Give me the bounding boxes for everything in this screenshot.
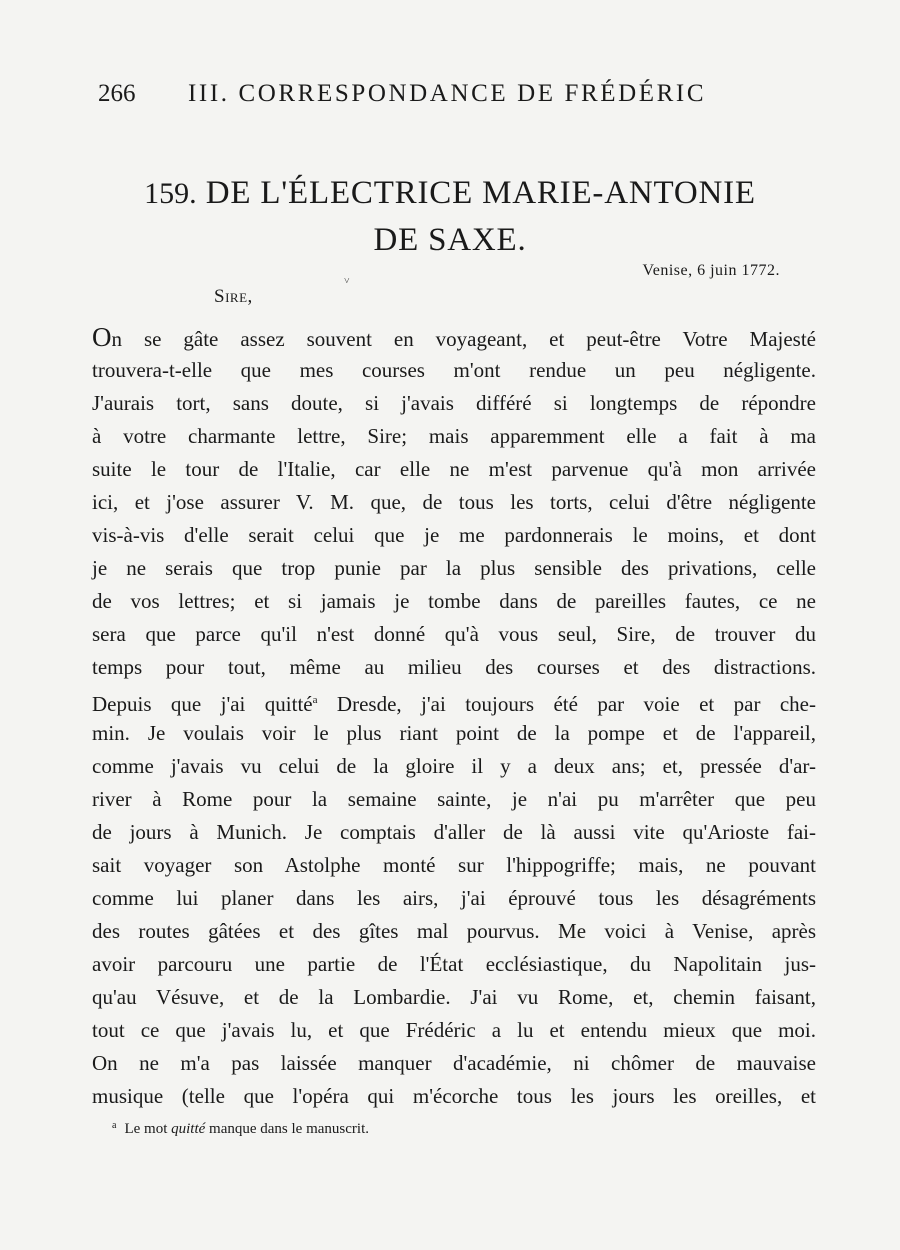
letter-title-line-1 bbox=[100, 170, 800, 217]
body-line: min. Je voulais voir le plus riant point de la pompe et de l'appareil, bbox=[92, 721, 816, 745]
body-line-part: Depuis que j'ai quitté bbox=[92, 692, 313, 716]
body-line: de vos lettres; et si jamais je tombe dans de pareilles fautes, ce ne bbox=[92, 589, 816, 613]
body-line: sera que parce qu'il n'est donné qu'à vous seul, Sire, de trouver du bbox=[92, 622, 816, 646]
body-line: musique (telle que l'opéra qui m'écorche tous les jours les oreilles, et bbox=[92, 1084, 816, 1108]
body-line: de jours à Munich. Je comptais d'aller de là aussi vite qu'Arioste fai- bbox=[92, 820, 816, 844]
body-line: ici, et j'ose assurer V. M. que, de tous les torts, celui d'être négligente bbox=[92, 490, 816, 514]
body-line-part: Dresde, j'ai toujours été par voie et par che- bbox=[317, 692, 816, 716]
letter-title-line-2: DE SAXE. bbox=[373, 222, 527, 258]
body-line: comme j'avais vu celui de la gloire il y a deux ans; et, pressée d'ar- bbox=[92, 754, 816, 778]
letter-body bbox=[92, 321, 816, 1113]
body-line: qu'au Vésuve, et de la Lombardie. J'ai vu Rome, et, chemin faisant, bbox=[92, 985, 816, 1009]
dateline: Venise, 6 juin 1772. bbox=[642, 262, 780, 279]
footnote-ref: a bbox=[312, 694, 318, 706]
body-line: à votre charmante lettre, Sire; mais apparemment elle a fait à ma bbox=[92, 424, 816, 448]
letter-number: 159. bbox=[144, 177, 197, 210]
body-line: tout ce que j'avais lu, et que Frédéric a lu et entendu mieux que moi. bbox=[92, 1018, 816, 1042]
footnote-text-after: manque dans le manuscrit. bbox=[205, 1121, 369, 1137]
body-line: avoir parcouru une partie de l'État ecclésiastique, du Napolitain jus- bbox=[92, 952, 816, 976]
stray-mark-icon: ˅ bbox=[344, 276, 350, 287]
body-line: des routes gâtées et des gîtes mal pourvus. Me voici à Venise, après bbox=[92, 919, 816, 943]
letter-title-text: DE L'ÉLECTRICE MARIE-ANTONIE bbox=[205, 175, 756, 211]
salutation: Sire, bbox=[214, 286, 253, 307]
body-line-with-note bbox=[92, 684, 816, 717]
body-line: temps pour tout, même au milieu des courses et des distractions. bbox=[92, 655, 816, 679]
footnote-text-emph: quitté bbox=[171, 1121, 206, 1137]
body-line: trouvera-t-elle que mes courses m'ont rendue un peu négligente. bbox=[92, 358, 816, 382]
body-line: comme lui planer dans les airs, j'ai éprouvé tous les désagréments bbox=[92, 886, 816, 910]
running-head bbox=[98, 80, 738, 108]
footnote-text-before: Le mot bbox=[124, 1121, 172, 1137]
body-line: river à Rome pour la semaine sainte, je n'ai pu m'arrêter que peu bbox=[92, 787, 816, 811]
footnote bbox=[112, 1120, 369, 1138]
body-line: je ne serais que trop punie par la plus sensible des privations, celle bbox=[92, 556, 816, 580]
footnote-mark: a bbox=[112, 1120, 117, 1131]
body-line: sait voyager son Astolphe monté sur l'hippogriffe; mais, ne pouvant bbox=[92, 853, 816, 877]
body-line: J'aurais tort, sans doute, si j'avais différé si longtemps de répondre bbox=[92, 391, 816, 415]
body-line: suite le tour de l'Italie, car elle ne m'est parvenue qu'à mon arrivée bbox=[92, 457, 816, 481]
letter-title bbox=[100, 170, 800, 263]
running-title: III. CORRESPONDANCE DE FRÉDÉRIC bbox=[188, 80, 707, 107]
body-line: On se gâte assez souvent en voyageant, et peut-être Votre Majesté bbox=[92, 322, 816, 352]
body-line: On ne m'a pas laissée manquer d'académie, ni chômer de mauvaise bbox=[92, 1051, 816, 1075]
body-line: vis-à-vis d'elle serait celui que je me pardonnerais le moins, et dont bbox=[92, 523, 816, 547]
page-number: 266 bbox=[98, 80, 136, 107]
